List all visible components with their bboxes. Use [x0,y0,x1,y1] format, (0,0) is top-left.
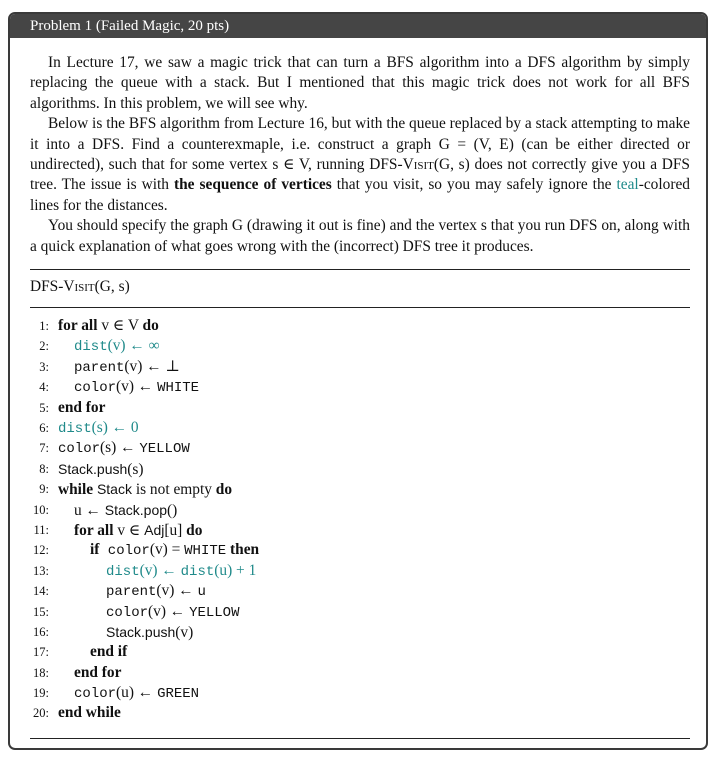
line-text [74,500,177,521]
line-number: 18: [33,665,49,680]
line-number: 15: [33,604,49,619]
code-line [30,377,690,397]
line-text [58,459,144,480]
line-text [74,336,160,357]
code-token-mono: color [74,380,117,397]
line-text [74,663,121,683]
code-token-kw1: end for [74,663,122,681]
code-token-sans: Stack.pop [104,501,168,518]
line-number: 6: [39,421,49,436]
line-text [106,602,239,623]
problem-title: Problem 1 (Failed Magic, 20 pts) [10,14,706,38]
code-line [30,316,690,336]
code-token-t1: (v) ← ⊥ [124,357,180,375]
code-token-mono2: YELLOW [139,441,190,458]
code-token-t1: (v) ← [139,561,181,579]
line-number: 1: [39,319,49,334]
code-line [30,459,690,479]
code-token-mono: parent [106,584,157,601]
line-number: 5: [39,400,49,415]
code-line [30,602,690,622]
line-number: 12: [33,543,49,558]
algorithm-name: DFS-Visit [30,278,95,296]
line-number: 16: [33,624,49,639]
line-number: 3: [39,359,49,374]
code-token-mono: color [74,686,117,703]
line-number: 8: [39,461,49,476]
code-token-kw1: end if [90,643,128,661]
line-number: 9: [39,482,49,497]
code-token-mono: dist [58,421,92,438]
line-text [74,357,180,378]
line-text [90,642,127,662]
code-line [30,520,690,540]
code-token-mono: color [99,543,150,560]
line-number: 19: [33,686,49,701]
paragraph-3: You should specify the graph G (drawing it out is fine) and the vertex s that you run DFS on, along with a quick explanation of what goes wrong with the (incorrect) DFS tree it produces. [30,217,690,255]
line-number: 20: [33,706,49,721]
code-line [30,703,690,723]
line-text [106,561,256,582]
line-text [106,581,206,602]
p2-bold: the sequence of vertices [174,176,332,194]
line-text [106,622,193,643]
code-line [30,540,690,560]
code-token-t1: (s) ← 0 [91,419,139,437]
pseudocode [30,316,690,724]
code-token-kw1: if [90,541,100,559]
line-number: 4: [39,380,49,395]
line-text [90,540,259,561]
p2-text-d: -colored lines for the distances. [30,176,690,214]
algorithm-title [30,270,690,307]
code-token-t1: (s) ← [100,439,140,457]
code-token-mono2: GREEN [157,686,200,703]
line-text [58,398,105,418]
code-token-mono: parent [74,359,125,376]
code-token-kw2: do [215,481,233,499]
code-token-t1: (s) [127,460,144,478]
line-text [74,520,202,541]
code-token-kw1: for all [74,521,114,539]
p2-text-c: that you visit, so you may safely ignore the [331,176,617,194]
line-number: 7: [39,441,49,456]
code-token-kw1: end for [58,398,106,416]
line-text [74,377,199,398]
code-token-mono2: u [197,584,206,601]
code-token-mono2: WHITE [184,543,227,560]
code-line [30,398,690,418]
line-text [58,316,159,336]
code-token-kw2: then [226,541,260,559]
paragraph-1: In Lecture 17, we saw a magic trick that can turn a BFS algorithm into a DFS algorithm by simply replacing the queue with a stack. But I mentioned that this magic trick does not work for all BFS algorithms. In this problem, we will see why. [30,54,690,112]
code-token-mono2: YELLOW [189,604,240,621]
code-token-sans: Adj [144,521,165,538]
code-token-mono2: dist [180,563,215,580]
algorithm-args: (G, s) [94,278,130,296]
code-token-t1: (v) ← [156,582,198,600]
code-token-t1: v ∈ V [97,317,143,335]
code-line [30,438,690,458]
code-token-mono: dist [106,563,140,580]
code-line [30,663,690,683]
code-line [30,561,690,581]
code-token-mono2: WHITE [157,380,200,397]
code-token-t1: (v) ← ∞ [107,337,160,355]
line-text [74,683,199,704]
line-text [58,438,190,459]
code-token-sans: Stack.push [58,460,128,477]
code-token-mono: dist [74,339,108,356]
line-text [58,418,139,439]
code-line [30,336,690,356]
problem-content [10,53,706,739]
code-token-t2: (u) + 1 [214,561,257,579]
p2-dfs-visit: DFS-Visit [369,156,434,174]
problem-box [8,12,708,750]
line-number: 10: [33,502,49,517]
code-token-kw2: do [142,317,159,335]
code-token-t2: () [167,501,178,519]
code-token-t1: v ∈ [113,521,145,539]
code-token-sans: Stack [93,481,132,498]
code-line [30,418,690,438]
code-token-t2: [u] [164,521,187,539]
line-text [58,479,232,500]
paragraph-2 [30,114,690,216]
code-token-kw2: do [186,521,203,539]
divider-bottom [30,738,690,739]
code-line [30,357,690,377]
code-token-sans: Stack.push [106,623,176,640]
code-token-t1: is not empty [131,481,216,499]
code-token-kw1: while [58,481,94,499]
line-number: 17: [33,645,49,660]
code-token-t1: u ← [74,501,105,519]
code-token-mono: color [106,604,149,621]
code-line [30,581,690,601]
code-token-t1: (u) ← [116,684,158,702]
p2-text-b: (G, s) does not correctly give you a DFS tree. The issue is with [30,156,690,194]
code-token-kw1: end while [58,704,121,722]
code-line [30,642,690,662]
line-number: 11: [33,522,49,537]
line-number: 14: [33,584,49,599]
p2-text-a: Below is the BFS algorithm from Lecture 16, but with the queue replaced by a stack attempting to make it into a DFS. Find a counterexmaple, i.e. construct a graph G = (V, E) (can be either directed or undirected), such that for some vertex s ∈ V, running [30,115,690,174]
code-token-mono: color [58,441,101,458]
code-line [30,622,690,642]
code-token-t1: (v) = [149,541,185,559]
line-number: 2: [39,339,49,354]
code-token-kw1: for all [58,317,98,335]
code-line [30,683,690,703]
code-line [30,500,690,520]
code-token-t1: (v) [175,623,194,641]
line-number: 13: [33,563,49,578]
p2-teal-word: teal [616,176,639,194]
code-token-t1: (v) ← [116,378,158,396]
code-line [30,479,690,499]
code-token-t1: (v) ← [148,602,190,620]
divider-algo [30,307,690,308]
line-text [58,703,121,723]
